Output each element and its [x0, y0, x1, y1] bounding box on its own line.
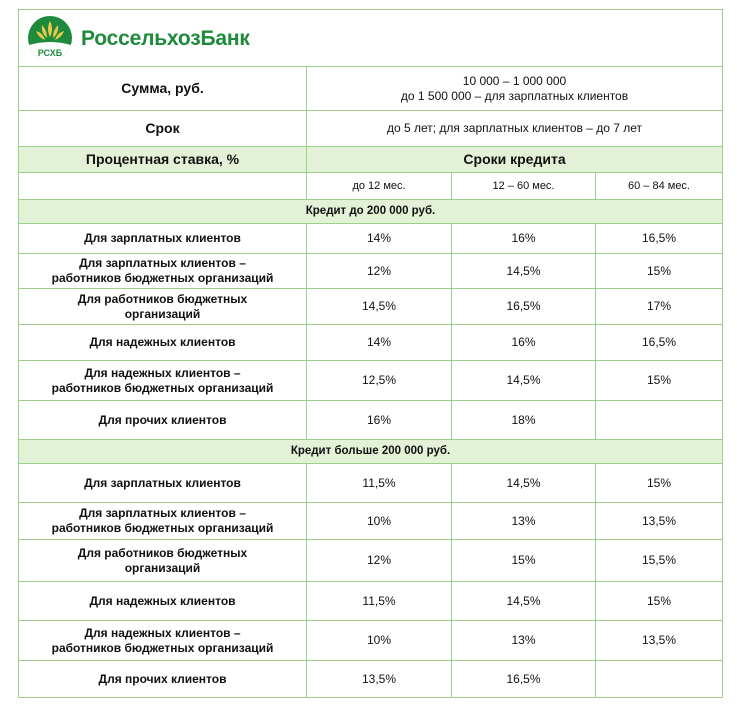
bank-name: РоссельхозБанк [81, 26, 250, 50]
client-category-line1: Для надежных клиентов – [84, 625, 241, 640]
amount-row [19, 67, 723, 111]
client-category-line1: Для надежных клиентов [89, 335, 236, 349]
client-category-line1: Для зарплатных клиентов [84, 475, 241, 490]
rate-row [19, 401, 723, 440]
client-category [19, 224, 307, 254]
client-category-line2: работников бюджетных организаций [51, 271, 274, 285]
rate-cell: 15% [596, 361, 723, 401]
rate-row [19, 582, 723, 621]
rate-row [19, 289, 723, 325]
client-category [19, 361, 307, 401]
client-category-line2: организаций [124, 306, 201, 321]
rate-cell: 12% [307, 254, 452, 289]
client-category-line1: Для зарплатных клиентов [84, 231, 241, 245]
client-category-line1: Для прочих клиентов [98, 671, 227, 686]
term-column-header: 60 – 84 мес. [596, 173, 723, 200]
amount-value-line2: до 1 500 000 – для зарплатных клиентов [400, 88, 629, 103]
rate-cell: 14% [307, 325, 452, 361]
rate-cell: 16% [452, 325, 596, 361]
logo-cell [19, 10, 723, 67]
rate-row [19, 224, 723, 254]
rate-cell [596, 661, 723, 698]
rate-cell: 15% [596, 254, 723, 289]
client-category [19, 661, 307, 698]
logo-row [19, 10, 723, 67]
section-header-row [19, 440, 723, 464]
client-category [19, 325, 307, 361]
rate-cell: 14,5% [452, 582, 596, 621]
client-category [19, 254, 307, 289]
client-category-line2: работников бюджетных организаций [51, 640, 274, 655]
section-title: Кредит больше 200 000 руб. [19, 440, 723, 464]
rate-cell: 18% [452, 401, 596, 440]
bank-emblem-icon [27, 15, 73, 61]
rate-cell: 14,5% [452, 254, 596, 289]
term-column-header: до 12 мес. [307, 173, 452, 200]
client-category-line1: Для работников бюджетных [77, 545, 248, 560]
rate-cell: 14,5% [307, 289, 452, 325]
client-category [19, 464, 307, 503]
client-category-line2: работников бюджетных организаций [51, 521, 274, 535]
term-row [19, 111, 723, 147]
rate-cell: 10% [307, 503, 452, 540]
rate-row [19, 325, 723, 361]
rate-row [19, 661, 723, 698]
rate-cell [596, 401, 723, 440]
rate-cell: 15% [596, 582, 723, 621]
rate-cell: 13,5% [307, 661, 452, 698]
rate-cell: 11,5% [307, 582, 452, 621]
rate-cell: 10% [307, 621, 452, 661]
rates-table [18, 9, 723, 698]
rate-row [19, 464, 723, 503]
rate-cell: 16,5% [452, 289, 596, 325]
rate-row [19, 254, 723, 289]
client-category [19, 540, 307, 582]
rate-cell: 15% [452, 540, 596, 582]
client-category [19, 401, 307, 440]
rate-row [19, 503, 723, 540]
term-columns-spacer [19, 173, 307, 200]
rate-cell: 13,5% [596, 621, 723, 661]
section-header-row [19, 200, 723, 224]
amount-value [307, 67, 723, 111]
bank-logo [27, 10, 718, 66]
rate-cell: 12,5% [307, 361, 452, 401]
rate-cell: 12% [307, 540, 452, 582]
rate-cell: 13% [452, 503, 596, 540]
amount-label: Сумма, руб. [19, 67, 307, 111]
emblem-text: РСХБ [37, 48, 63, 58]
client-category [19, 289, 307, 325]
client-category-line1: Для надежных клиентов – [84, 365, 241, 380]
rate-cell: 14,5% [452, 361, 596, 401]
term-column-header: 12 – 60 мес. [452, 173, 596, 200]
client-category-line1: Для работников бюджетных [77, 291, 248, 306]
rate-cell: 11,5% [307, 464, 452, 503]
rate-cell: 16% [452, 224, 596, 254]
rate-label: Процентная ставка, % [19, 147, 307, 173]
term-label: Срок [19, 111, 307, 147]
rate-cell: 17% [596, 289, 723, 325]
rate-cell: 16,5% [596, 325, 723, 361]
amount-value-line1: 10 000 – 1 000 000 [462, 73, 567, 88]
rate-cell: 13% [452, 621, 596, 661]
rate-cell: 13,5% [596, 503, 723, 540]
client-category-line1: Для зарплатных клиентов – [79, 256, 246, 270]
rate-cell: 15,5% [596, 540, 723, 582]
rates-header-row [19, 147, 723, 173]
section-title: Кредит до 200 000 руб. [19, 200, 723, 224]
client-category-line1: Для зарплатных клиентов – [79, 506, 246, 520]
term-columns-row [19, 173, 723, 200]
rate-cell: 16,5% [596, 224, 723, 254]
client-category-line2: работников бюджетных организаций [51, 380, 274, 395]
rate-row [19, 540, 723, 582]
client-category-line1: Для прочих клиентов [98, 412, 227, 427]
rate-cell: 16% [307, 401, 452, 440]
rate-row [19, 621, 723, 661]
rate-cell: 14,5% [452, 464, 596, 503]
rates-sheet [18, 9, 722, 698]
client-category [19, 503, 307, 540]
rate-cell: 14% [307, 224, 452, 254]
client-category-line1: Для надежных клиентов [89, 593, 236, 608]
term-value: до 5 лет; для зарплатных клиентов – до 7 лет [307, 111, 723, 147]
client-category [19, 582, 307, 621]
terms-label: Сроки кредита [307, 147, 723, 173]
client-category [19, 621, 307, 661]
rate-cell: 16,5% [452, 661, 596, 698]
client-category-line2: организаций [124, 560, 201, 575]
rate-row [19, 361, 723, 401]
rate-cell: 15% [596, 464, 723, 503]
